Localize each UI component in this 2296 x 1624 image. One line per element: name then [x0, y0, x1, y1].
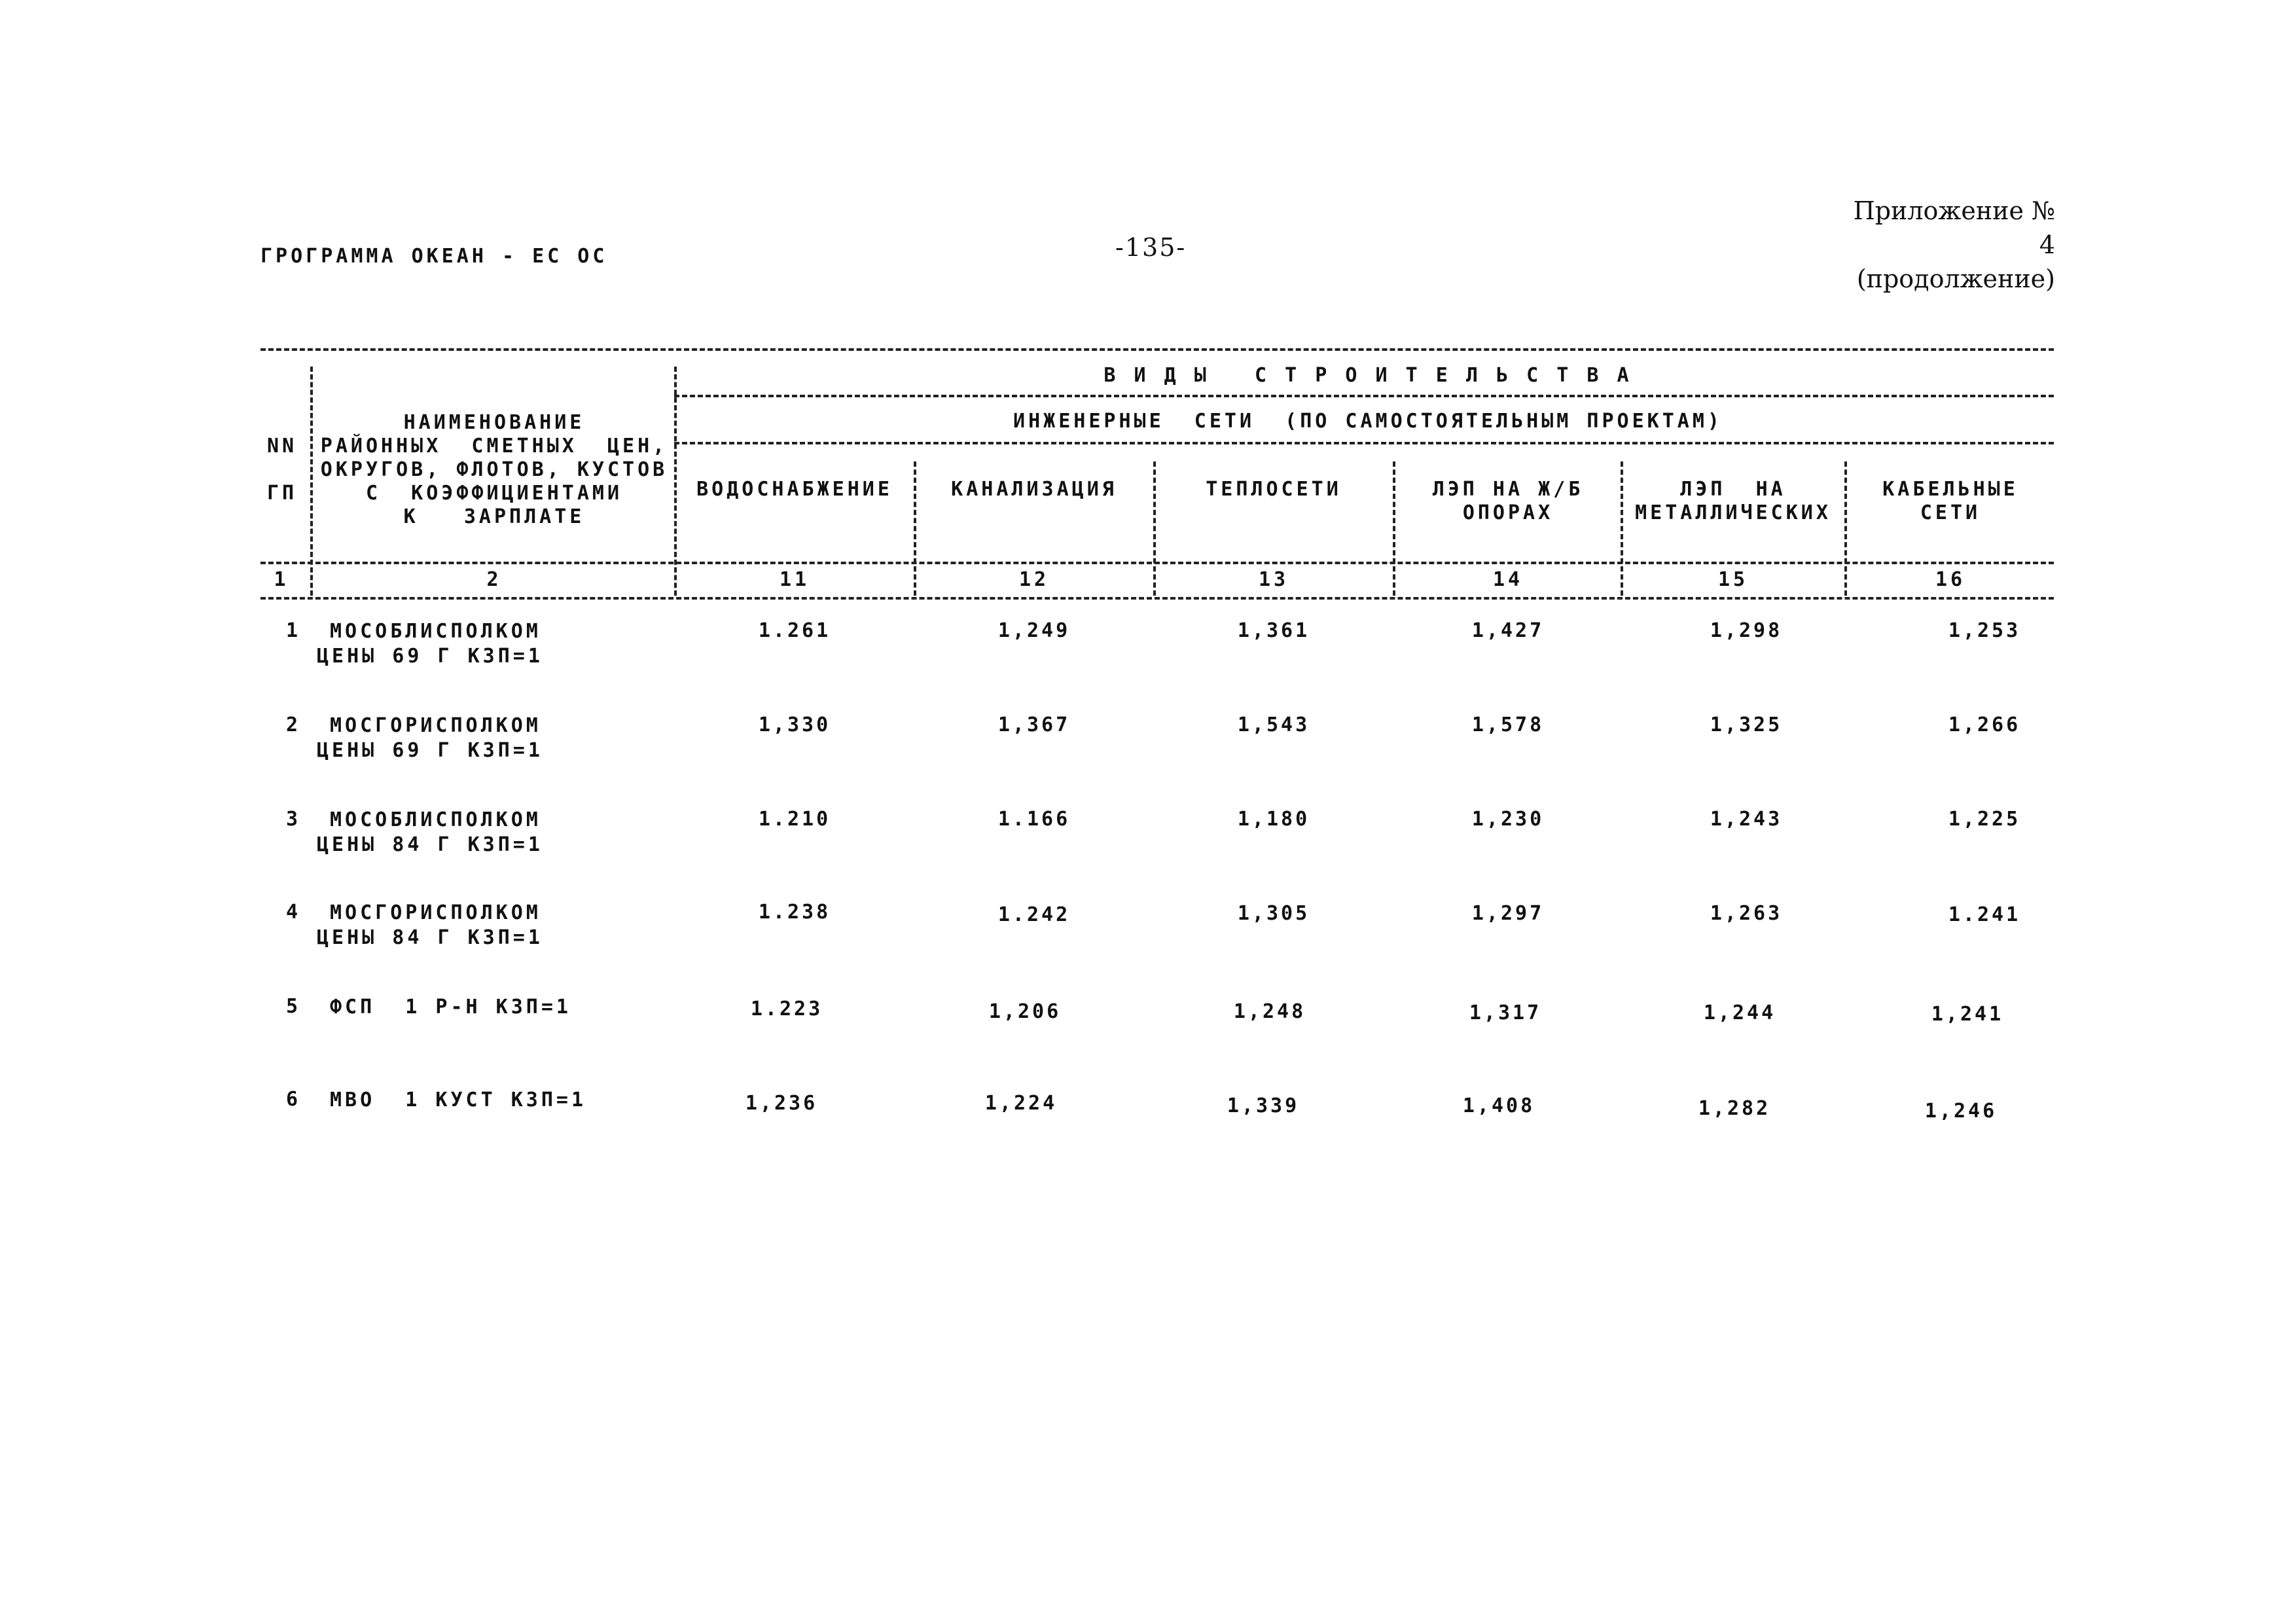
row-name-line-2: ЦЕНЫ 69 Г КЗП=1	[317, 739, 543, 762]
page-number: -135-	[1115, 233, 1187, 262]
value-cable: 1,241	[1931, 1003, 2004, 1026]
value-heating: 1,248	[1233, 1000, 1306, 1023]
value-sewerage: 1,249	[997, 619, 1071, 642]
appendix-label	[1846, 194, 2055, 296]
row-name-line-1: МОСГОРИСПОЛКОМ	[330, 714, 541, 737]
group-title: В И Д Ы С Т Р О И Т Е Л Ь С Т В А	[1103, 364, 1632, 387]
value-cable: 1,253	[1948, 619, 2021, 642]
col-number-14: 14	[1492, 568, 1524, 591]
value-cable: 1,266	[1948, 713, 2021, 736]
col-number-16: 16	[1935, 568, 1966, 591]
col-header-powerline-metal-2: МЕТАЛЛИЧЕСКИХ	[1635, 501, 1831, 524]
col-header-heating: ТЕПЛОСЕТИ	[1206, 478, 1342, 501]
col-header-powerline-rc-1: ЛЭП НА Ж/Б	[1432, 478, 1584, 501]
row-number: 5	[285, 995, 298, 1018]
value-water-supply: 1.223	[750, 998, 823, 1020]
row-number: 1	[285, 619, 298, 642]
row-number: 3	[285, 808, 298, 831]
row-name-line-1: ФСП 1 Р-Н КЗП=1	[330, 996, 571, 1019]
col-header-cable-1: КАБЕЛЬНЫЕ	[1882, 478, 2018, 501]
col-name-header-3: ОКРУГОВ, ФЛОТОВ, КУСТОВ	[320, 458, 668, 481]
program-title: ГРОГРАММА ОКЕАН - ЕС ОС	[260, 245, 608, 268]
col-nn-header-2: ГП	[266, 482, 298, 505]
subgroup-title: ИНЖЕНЕРНЫЕ СЕТИ (ПО САМОСТОЯТЕЛЬНЫМ ПРОЕКТАМ)	[1013, 410, 1723, 433]
value-heating: 1,180	[1237, 808, 1310, 831]
col-number-15: 15	[1717, 568, 1749, 591]
value-water-supply: 1,236	[745, 1092, 818, 1115]
header-bottom-rule	[260, 562, 2054, 564]
col-name-header-4: С КОЭФФИЦИЕНТАМИ	[365, 482, 623, 505]
value-powerline-metal: 1,244	[1703, 1001, 1776, 1024]
numbering-bottom-rule	[260, 597, 2054, 600]
col-header-powerline-metal-1: ЛЭП НА	[1680, 478, 1786, 501]
col-name-header-1: НАИМЕНОВАНИЕ	[403, 411, 585, 434]
col-number-1: 1	[274, 568, 289, 591]
row-name-line-1: МОСГОРИСПОЛКОМ	[330, 901, 541, 924]
col-number-11: 11	[779, 568, 810, 591]
value-powerline-rc: 1,427	[1471, 619, 1545, 642]
value-sewerage: 1,367	[997, 713, 1071, 736]
value-powerline-metal: 1,298	[1710, 619, 1783, 642]
value-powerline-rc: 1,230	[1471, 808, 1545, 831]
col-number-12: 12	[1018, 568, 1050, 591]
col-header-sewerage: КАНАЛИЗАЦИЯ	[951, 478, 1117, 501]
row-number: 4	[285, 901, 298, 924]
value-powerline-rc: 1,297	[1471, 902, 1545, 925]
value-sewerage: 1,206	[988, 1000, 1062, 1023]
value-heating: 1,543	[1237, 713, 1310, 736]
col-header-water-supply: ВОДОСНАБЖЕНИЕ	[696, 478, 893, 501]
row-number: 2	[285, 713, 298, 736]
value-water-supply: 1,330	[758, 713, 831, 736]
value-heating: 1,305	[1237, 902, 1310, 925]
value-cable: 1,225	[1948, 808, 2021, 831]
value-heating: 1,339	[1227, 1094, 1300, 1117]
value-water-supply: 1.210	[758, 808, 831, 831]
value-water-supply: 1.238	[758, 901, 831, 924]
col-number-13: 13	[1258, 568, 1289, 591]
row-name-line-1: МВО 1 КУСТ КЗП=1	[330, 1089, 587, 1111]
col-number-2: 2	[486, 568, 502, 591]
col-nn-header-1: NN	[266, 435, 298, 458]
row-name-line-1: МОСОБЛИСПОЛКОМ	[330, 808, 541, 831]
value-heating: 1,361	[1237, 619, 1310, 642]
row-name-line-2: ЦЕНЫ 69 Г КЗП=1	[317, 645, 543, 668]
value-water-supply: 1.261	[758, 619, 831, 642]
value-powerline-metal: 1,243	[1710, 808, 1783, 831]
table-top-rule	[260, 348, 2054, 351]
value-powerline-metal: 1,263	[1710, 902, 1783, 925]
col-header-cable-2: СЕТИ	[1920, 501, 1981, 524]
value-powerline-rc: 1,408	[1462, 1094, 1535, 1117]
col-name-header-2: РАЙОННЫХ СМЕТНЫХ ЦЕН,	[320, 435, 668, 458]
row-number: 6	[285, 1088, 298, 1111]
value-cable: 1,246	[1924, 1100, 1998, 1123]
value-sewerage: 1.242	[997, 903, 1071, 926]
subgroup-rule	[674, 442, 2054, 444]
group-rule	[674, 395, 2054, 397]
value-sewerage: 1.166	[997, 808, 1071, 831]
value-sewerage: 1,224	[984, 1092, 1058, 1115]
appendix-line-2: (продолжение)	[1856, 264, 2055, 293]
value-cable: 1.241	[1948, 903, 2021, 926]
row-name-line-1: МОСОБЛИСПОЛКОМ	[330, 620, 541, 643]
separator-nn	[310, 367, 313, 596]
appendix-line-1: Приложение № 4	[1853, 196, 2055, 259]
value-powerline-metal: 1,325	[1710, 713, 1783, 736]
value-powerline-rc: 1,317	[1469, 1001, 1542, 1024]
value-powerline-metal: 1,282	[1698, 1097, 1771, 1120]
col-name-header-5: К ЗАРПЛАТЕ	[403, 505, 585, 528]
row-name-line-2: ЦЕНЫ 84 Г КЗП=1	[317, 926, 543, 949]
col-header-powerline-rc-2: ОПОРАХ	[1462, 501, 1554, 524]
row-name-line-2: ЦЕНЫ 84 Г КЗП=1	[317, 833, 543, 856]
value-powerline-rc: 1,578	[1471, 713, 1545, 736]
